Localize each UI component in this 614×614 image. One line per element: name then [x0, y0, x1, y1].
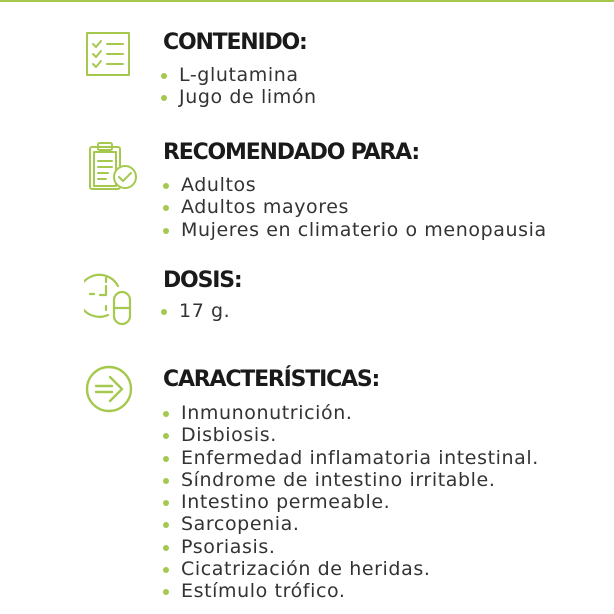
list-item: 17 g. — [159, 300, 230, 322]
arrow-circle-icon — [84, 364, 134, 414]
list-item: L-glutamina — [159, 64, 317, 86]
section-title: DOSIS: — [163, 268, 242, 293]
section-title: RECOMENDADO PARA: — [163, 140, 419, 165]
item-list — [161, 402, 539, 603]
list-item: Inmunonutrición. — [161, 402, 539, 424]
clipboard-check-icon — [87, 139, 141, 193]
list-item: Sarcopenia. — [161, 513, 539, 535]
section-title: CARACTERÍSTICAS: — [163, 367, 380, 392]
checklist-icon — [85, 31, 131, 77]
item-list — [159, 300, 230, 322]
list-item: Intestino permeable. — [161, 491, 539, 513]
list-item: Adultos mayores — [161, 196, 547, 218]
clock-pill-icon — [84, 270, 136, 326]
list-item: Mujeres en climaterio o menopausia — [161, 219, 547, 241]
list-item: Estímulo trófico. — [161, 580, 539, 602]
list-item: Adultos — [161, 174, 547, 196]
list-item: Psoriasis. — [161, 536, 539, 558]
list-item: Jugo de limón — [159, 86, 317, 108]
list-item: Enfermedad inflamatoria intestinal. — [161, 447, 539, 469]
list-item: Cicatrización de heridas. — [161, 558, 539, 580]
top-divider — [0, 0, 614, 2]
item-list — [161, 174, 547, 241]
item-list — [159, 64, 317, 109]
section-title: CONTENIDO: — [163, 30, 307, 55]
list-item: Disbiosis. — [161, 424, 539, 446]
list-item: Síndrome de intestino irritable. — [161, 469, 539, 491]
